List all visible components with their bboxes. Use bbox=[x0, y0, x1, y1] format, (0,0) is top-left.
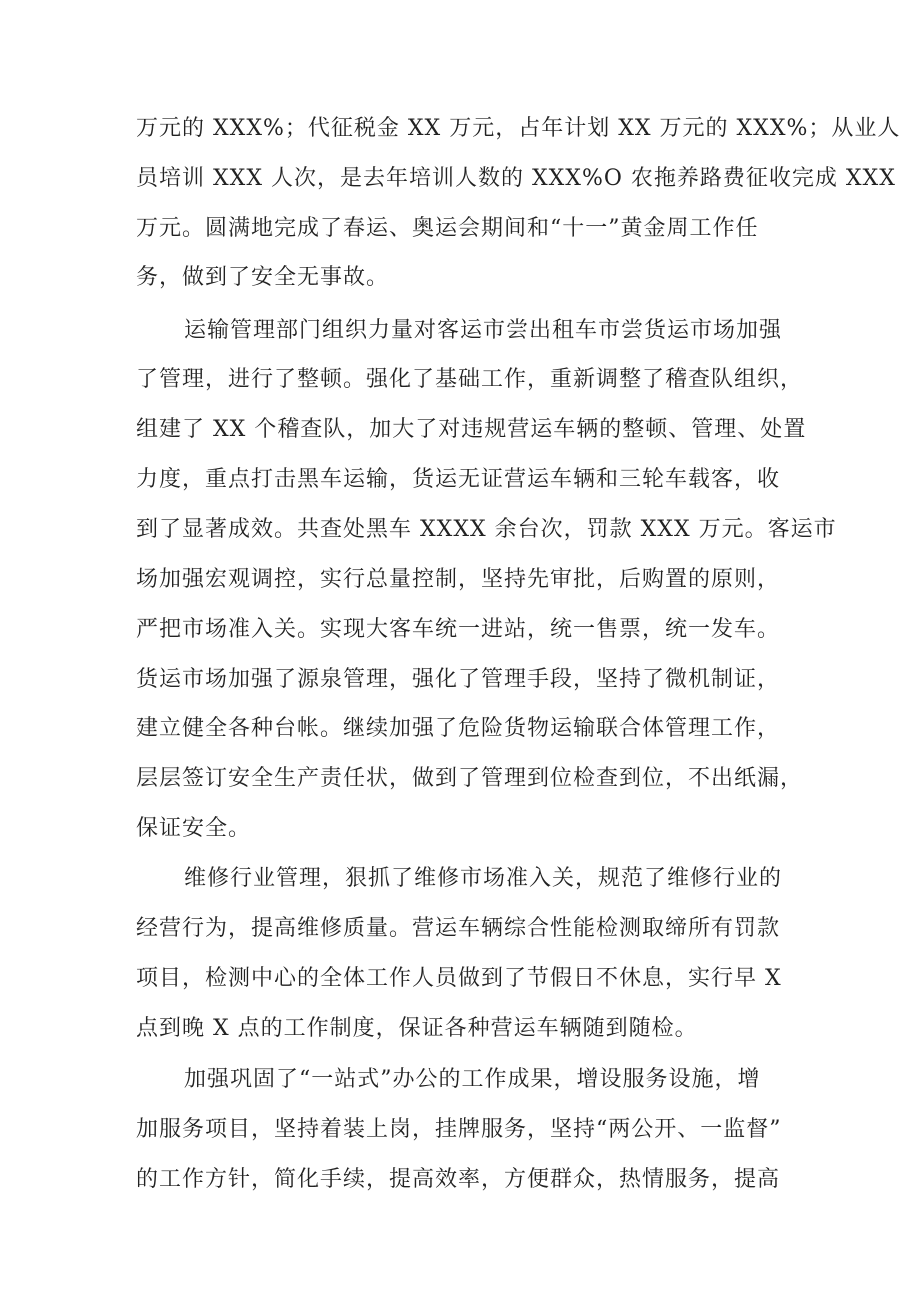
paragraph-1-line-2: 员培训 XXX 人次，是去年培训人数的 XXX%O 农拖养路费征收完成 XXX bbox=[136, 166, 896, 191]
paragraph-2-line-5: 到了显著成效。共查处黑车 XXXX 余台次，罚款 XXX 万元。客运市 bbox=[136, 517, 837, 542]
paragraph-2-line-7: 严把市场准入关。实现大客车统一进站，统一售票，统一发车。 bbox=[136, 617, 781, 642]
paragraph-3-line-4: 点到晚 X 点的工作制度，保证各种营运车辆随到随检。 bbox=[136, 1016, 698, 1041]
paragraph-2-line-6: 场加强宏观调控，实行总量控制，坚持先审批，后购置的原则， bbox=[136, 567, 781, 592]
paragraph-2-line-1: 运输管理部门组织力量对客运市尝出租车市尝货运市场加强 bbox=[184, 318, 783, 343]
paragraph-3-line-2: 经营行为，提高维修质量。营运车辆综合性能检测取缔所有罚款 bbox=[136, 916, 781, 941]
paragraph-4-line-1: 加强巩固了“一站式”办公的工作成果，增设服务设施，增 bbox=[184, 1067, 761, 1092]
paragraph-4-line-3: 的工作方针，简化手续，提高效率，方便群众，热情服务，提高 bbox=[136, 1167, 781, 1192]
paragraph-1-line-3: 万元。圆满地完成了春运、奥运会期间和“十一”黄金周工作任 bbox=[136, 216, 759, 241]
paragraph-2-line-4: 力度，重点打击黑车运输，货运无证营运车辆和三轮车载客，收 bbox=[136, 467, 781, 492]
paragraph-2-line-3: 组建了 XX 个稽查队，加大了对违规营运车辆的整顿、管理、处置 bbox=[136, 417, 807, 442]
paragraph-2-line-8: 货运市场加强了源泉管理，强化了管理手段，坚持了微机制证， bbox=[136, 667, 781, 692]
paragraph-1-line-1: 万元的 XXX%；代征税金 XX 万元，占年计划 XX 万元的 XXX%；从业人 bbox=[136, 116, 901, 141]
paragraph-3-line-1: 维修行业管理，狠抓了维修市场准入关，规范了维修行业的 bbox=[184, 866, 783, 891]
paragraph-1-line-4: 务，做到了安全无事故。 bbox=[136, 265, 390, 290]
paragraph-2-line-9: 建立健全各种台帐。继续加强了危险货物运输联合体管理工作， bbox=[136, 716, 781, 741]
paragraph-3-line-3: 项目，检测中心的全体工作人员做到了节假日不休息，实行早 X bbox=[136, 966, 782, 991]
paragraph-2-line-11: 保证安全。 bbox=[136, 816, 252, 841]
paragraph-4-line-2: 加服务项目，坚持着装上岗，挂牌服务，坚持“两公开、一监督” bbox=[136, 1117, 782, 1142]
paragraph-2-line-2: 了管理，进行了整顿。强化了基础工作，重新调整了稽查队组织， bbox=[136, 367, 804, 392]
paragraph-2-line-10: 层层签订安全生产责任状，做到了管理到位检查到位，不出纸漏， bbox=[136, 766, 804, 791]
